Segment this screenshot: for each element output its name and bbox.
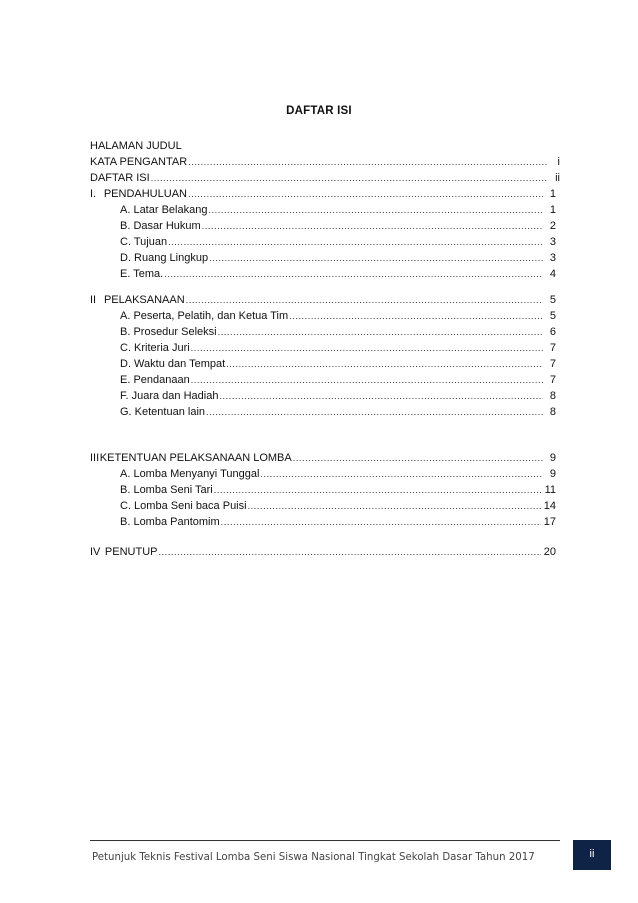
toc-entry-label: C. Lomba Seni baca Puisi xyxy=(120,500,247,512)
toc-section xyxy=(120,514,556,530)
toc-entry-label: D. Waktu dan Tempat xyxy=(120,358,226,370)
toc-chapter-number: IV xyxy=(90,546,101,558)
dot-leader xyxy=(214,482,542,498)
dot-leader xyxy=(209,250,543,266)
toc-entry-page: 5 xyxy=(549,294,556,306)
toc-section xyxy=(120,324,556,340)
dot-leader xyxy=(202,218,543,234)
toc-entry-label: B. Lomba Seni Tari xyxy=(120,484,213,496)
toc-chapter-4 xyxy=(90,544,556,560)
toc-entry-page: 1 xyxy=(549,204,556,216)
toc-section xyxy=(120,466,556,482)
dot-leader xyxy=(293,450,543,466)
toc-entry-halaman-judul xyxy=(90,138,560,154)
toc-entry-page: 3 xyxy=(549,236,556,248)
toc-entry-label: E. Pendanaan xyxy=(120,374,190,386)
footer-divider xyxy=(90,840,560,841)
toc-entry-page: 9 xyxy=(549,452,556,464)
toc-entry-page: 4 xyxy=(549,268,556,280)
toc-entry-label: B. Lomba Pantomim xyxy=(120,516,220,528)
toc-entry-page: 9 xyxy=(549,468,556,480)
toc-section xyxy=(120,372,556,388)
toc-section xyxy=(120,404,556,420)
toc-entry-page: 3 xyxy=(549,252,556,264)
toc-entry-page: 20 xyxy=(543,546,556,558)
dot-leader xyxy=(219,388,543,404)
toc-entry-label: A. Latar Belakang xyxy=(120,204,208,216)
dot-leader xyxy=(164,266,543,282)
toc-entry-label: KATA PENGANTAR xyxy=(90,156,188,168)
dot-leader xyxy=(221,514,541,530)
toc-entry-label: G. Ketentuan lain xyxy=(120,406,206,418)
toc-chapter-number: I. xyxy=(90,188,97,200)
toc-entry-page: 5 xyxy=(549,310,556,322)
toc-entry-label: PENUTUP xyxy=(104,546,158,558)
toc-entry-page: 7 xyxy=(549,374,556,386)
toc-entry-label: F. Juara dan Hadiah xyxy=(120,390,219,402)
toc-section xyxy=(120,266,556,282)
toc-entry-label: C. Kriteria Juri xyxy=(120,342,190,354)
toc-chapter-2 xyxy=(90,292,556,308)
toc-section xyxy=(120,482,556,498)
toc-entry-page: 6 xyxy=(549,326,556,338)
toc-section xyxy=(120,308,556,324)
toc-chapter-1 xyxy=(90,186,556,202)
dot-leader xyxy=(188,154,547,170)
toc-section xyxy=(120,202,556,218)
toc-section xyxy=(120,388,556,404)
dot-leader xyxy=(226,356,543,372)
toc-entry-daftar-isi xyxy=(90,170,560,186)
toc-entry-label: PENDAHULUAN xyxy=(103,188,187,200)
toc-section xyxy=(120,218,556,234)
dot-leader xyxy=(191,340,543,356)
dot-leader xyxy=(188,186,543,202)
toc-entry-label: KETENTUAN PELAKSANAAN LOMBA xyxy=(99,452,292,464)
page-title: DAFTAR ISI xyxy=(286,105,352,117)
toc-section xyxy=(120,250,556,266)
toc-entry-page: 8 xyxy=(549,406,556,418)
dot-leader xyxy=(260,466,543,482)
toc-section xyxy=(120,356,556,372)
toc-chapter-3 xyxy=(90,450,556,466)
toc-entry-label: E. Tema. xyxy=(120,268,164,280)
toc-entry-label: DAFTAR ISI xyxy=(90,172,150,184)
toc-entry-page: 17 xyxy=(543,516,556,528)
toc-section xyxy=(120,340,556,356)
toc-entry-page: 8 xyxy=(549,390,556,402)
toc-entry-page: ii xyxy=(555,172,560,184)
toc-entry-kata-pengantar xyxy=(90,154,560,170)
toc-chapter-number: II xyxy=(90,294,97,306)
toc-entry-label: D. Ruang Lingkup xyxy=(120,252,209,264)
dot-leader xyxy=(168,234,543,250)
toc-entry-page: 14 xyxy=(543,500,556,512)
toc-entry-label: PELAKSANAAN xyxy=(103,294,185,306)
toc-entry-page: i xyxy=(557,156,560,168)
dot-leader xyxy=(289,308,543,324)
toc-entry-label: B. Prosedur Seleksi xyxy=(120,326,217,338)
toc-entry-label: A. Peserta, Pelatih, dan Ketua Tim xyxy=(120,310,289,322)
dot-leader xyxy=(186,292,543,308)
dot-leader xyxy=(206,404,543,420)
toc-entry-label: HALAMAN JUDUL xyxy=(90,140,182,152)
toc-entry-page: 1 xyxy=(549,188,556,200)
dot-leader xyxy=(191,372,543,388)
toc-entry-label: A. Lomba Menyanyi Tunggal xyxy=(120,468,260,480)
toc-entry-page: 2 xyxy=(549,220,556,232)
dot-leader xyxy=(208,202,543,218)
dot-leader xyxy=(218,324,543,340)
toc-entry-page: 11 xyxy=(544,484,556,496)
toc-entry-label: C. Tujuan xyxy=(120,236,168,248)
toc-section xyxy=(120,498,556,514)
toc-entry-page: 7 xyxy=(549,342,556,354)
dot-leader xyxy=(151,170,547,186)
toc-section xyxy=(120,234,556,250)
toc-entry-label: B. Dasar Hukum xyxy=(120,220,201,232)
toc-entry-page: 7 xyxy=(549,358,556,370)
dot-leader xyxy=(248,498,541,514)
footer-page-number: ii xyxy=(573,840,611,870)
toc-chapter-number: III xyxy=(90,452,100,464)
dot-leader xyxy=(158,544,540,560)
footer-text: Petunjuk Teknis Festival Lomba Seni Siswa Nasional Tingkat Sekolah Dasar Tahun 2017 xyxy=(92,852,535,863)
